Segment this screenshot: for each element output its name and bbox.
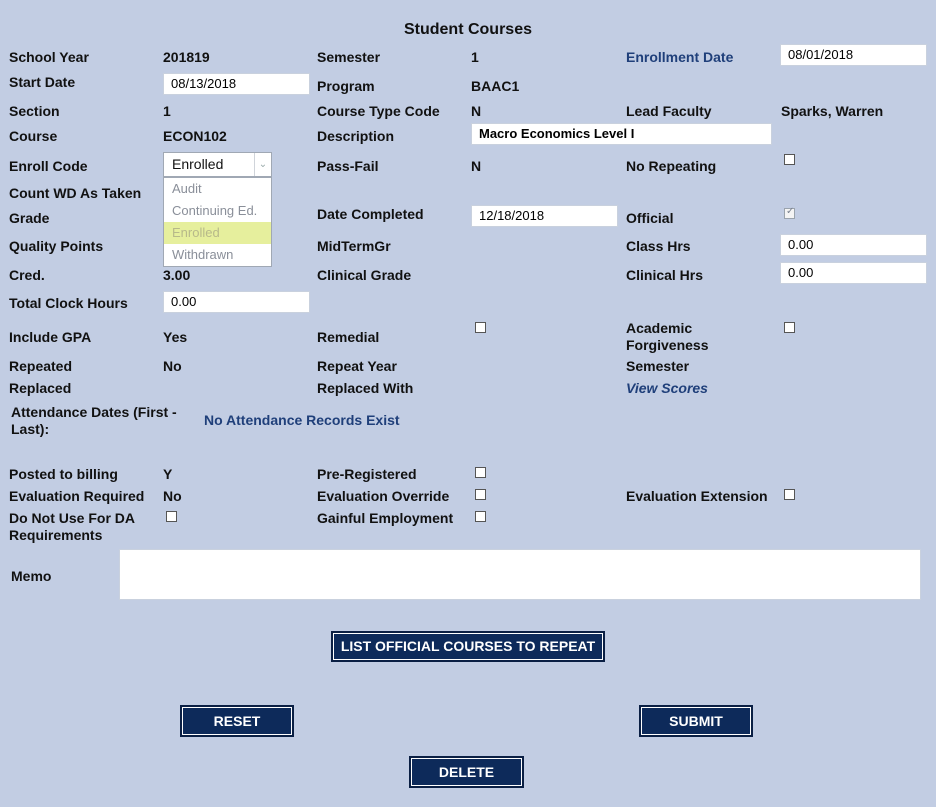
academic-forgiveness-label-line2: Forgiveness [626, 337, 709, 353]
enroll-option-continuing-ed[interactable]: Continuing Ed. [172, 203, 258, 218]
description-label: Description [317, 128, 395, 144]
replaced-label: Replaced [9, 380, 72, 396]
view-scores-link[interactable]: View Scores [626, 380, 708, 396]
remedial-checkbox[interactable] [475, 322, 486, 333]
cred-label: Cred. [9, 267, 45, 283]
enroll-code-dropdown[interactable] [163, 177, 272, 267]
posted-to-billing-value: Y [163, 466, 173, 482]
enroll-option-withdrawn[interactable]: Withdrawn [172, 247, 234, 262]
total-clock-hours-label: Total Clock Hours [9, 295, 128, 311]
evaluation-required-label: Evaluation Required [9, 488, 145, 504]
total-clock-hours-input[interactable]: 0.00 [163, 291, 310, 313]
list-official-courses-button[interactable]: LIST OFFICIAL COURSES TO REPEAT [331, 631, 605, 662]
official-label: Official [626, 210, 674, 226]
repeat-year-label: Repeat Year [317, 358, 397, 374]
course-value: ECON102 [163, 128, 227, 144]
grade-label: Grade [9, 210, 50, 226]
memo-textarea[interactable] [119, 549, 921, 600]
memo-label: Memo [11, 568, 52, 584]
enroll-code-select[interactable] [163, 152, 272, 177]
evaluation-override-label: Evaluation Override [317, 488, 450, 504]
course-type-code-value: N [471, 103, 482, 119]
clinical-grade-label: Clinical Grade [317, 267, 412, 283]
pre-registered-checkbox[interactable] [475, 467, 486, 478]
academic-forgiveness-checkbox[interactable] [784, 322, 795, 333]
pass-fail-label: Pass-Fail [317, 158, 379, 174]
attendance-label-line2: Last): [11, 421, 50, 437]
clinical-hrs-input[interactable]: 0.00 [780, 262, 927, 284]
date-completed-input[interactable]: 12/18/2018 [471, 205, 618, 227]
enroll-code-selected: Enrolled [172, 156, 224, 172]
date-completed-label: Date Completed [317, 206, 424, 222]
attendance-label-line1: Attendance Dates (First - [11, 404, 177, 420]
school-year-value: 201819 [163, 49, 210, 65]
include-gpa-value: Yes [163, 329, 188, 345]
submit-button[interactable]: SUBMIT [639, 705, 753, 737]
count-wd-label: Count WD As Taken [9, 185, 142, 201]
class-hrs-label: Class Hrs [626, 238, 691, 254]
section-label: Section [9, 103, 60, 119]
posted-to-billing-label: Posted to billing [9, 466, 118, 482]
lead-faculty-label: Lead Faculty [626, 103, 712, 119]
no-repeating-checkbox[interactable] [784, 154, 795, 165]
enrollment-date-label: Enrollment Date [626, 49, 734, 65]
gainful-employment-label: Gainful Employment [317, 510, 454, 526]
do-not-use-da-label-line2: Requirements [9, 527, 103, 543]
no-repeating-label: No Repeating [626, 158, 717, 174]
do-not-use-da-checkbox[interactable] [166, 511, 177, 522]
checkmark-icon: ✓ [786, 206, 795, 217]
school-year-label: School Year [9, 49, 89, 65]
course-label: Course [9, 128, 58, 144]
pass-fail-value: N [471, 158, 482, 174]
evaluation-extension-label: Evaluation Extension [626, 488, 768, 504]
enroll-code-label: Enroll Code [9, 158, 88, 174]
cred-value: 3.00 [163, 267, 191, 283]
evaluation-required-value: No [163, 488, 182, 504]
include-gpa-label: Include GPA [9, 329, 92, 345]
chevron-down-icon[interactable]: ⌄ [254, 153, 271, 176]
clinical-hrs-label: Clinical Hrs [626, 267, 704, 283]
midterm-label: MidTermGr [317, 238, 391, 254]
description-input[interactable]: Macro Economics Level I [471, 123, 772, 145]
enroll-option-audit[interactable]: Audit [172, 181, 202, 196]
evaluation-override-checkbox[interactable] [475, 489, 486, 500]
official-checkbox[interactable] [784, 208, 795, 219]
do-not-use-da-label-line1: Do Not Use For DA [9, 510, 135, 526]
enroll-option-enrolled[interactable]: Enrolled [164, 222, 271, 244]
program-value: BAAC1 [471, 78, 520, 94]
section-value: 1 [163, 103, 171, 119]
repeat-semester-label: Semester [626, 358, 690, 374]
evaluation-extension-checkbox[interactable] [784, 489, 795, 500]
start-date-input[interactable]: 08/13/2018 [163, 73, 310, 95]
course-type-code-label: Course Type Code [317, 103, 440, 119]
program-label: Program [317, 78, 375, 94]
gainful-employment-checkbox[interactable] [475, 511, 486, 522]
repeated-label: Repeated [9, 358, 73, 374]
replaced-with-label: Replaced With [317, 380, 414, 396]
attendance-status: No Attendance Records Exist [204, 412, 400, 428]
remedial-label: Remedial [317, 329, 380, 345]
lead-faculty-value: Sparks, Warren [781, 103, 884, 119]
academic-forgiveness-label-line1: Academic [626, 320, 693, 336]
reset-button[interactable]: RESET [180, 705, 294, 737]
semester-value: 1 [471, 49, 479, 65]
delete-button[interactable]: DELETE [409, 756, 524, 788]
class-hrs-input[interactable]: 0.00 [780, 234, 927, 256]
start-date-label: Start Date [9, 74, 76, 90]
pre-registered-label: Pre-Registered [317, 466, 417, 482]
quality-points-label: Quality Points [9, 238, 104, 254]
repeated-value: No [163, 358, 182, 374]
semester-label: Semester [317, 49, 381, 65]
enrollment-date-input[interactable]: 08/01/2018 [780, 44, 927, 66]
page-title: Student Courses [403, 21, 532, 38]
